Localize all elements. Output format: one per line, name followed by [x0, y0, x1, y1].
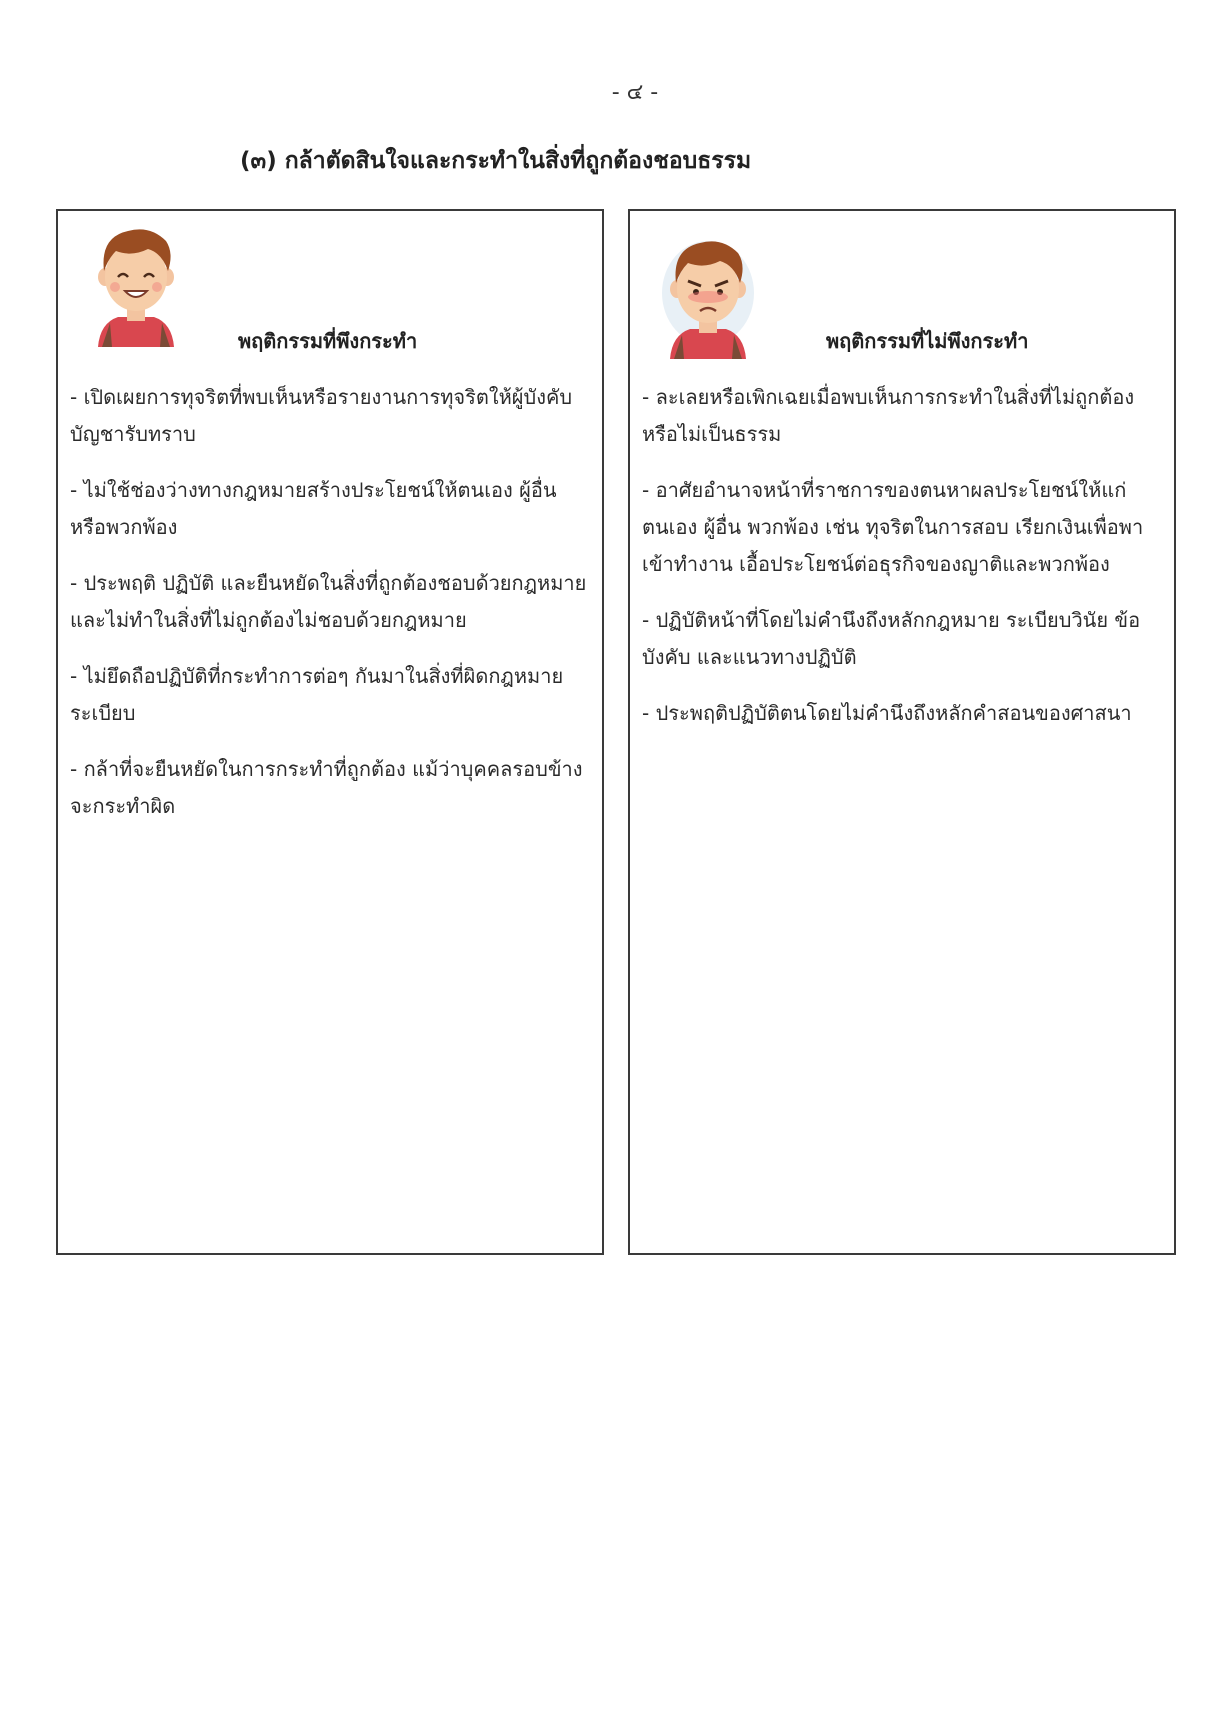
- list-item: - เปิดเผยการทุจริตที่พบเห็นหรือรายงานการทุจริตให้ผู้บังคับบัญชารับทราบ: [70, 385, 573, 446]
- list-item: - ปฏิบัติหน้าที่โดยไม่คำนึงถึงหลักกฎหมาย ระเบียบวินัย ข้อบังคับ และแนวทางปฏิบัติ: [642, 608, 1141, 669]
- list-item: - ไม่ยึดถือปฏิบัติที่กระทำการต่อๆ กันมาในสิ่งที่ผิดกฎหมายระเบียบ: [70, 664, 564, 725]
- undesirable-behaviour-heading: พฤติกรรมที่ไม่พึงกระทำ: [826, 329, 1029, 353]
- section-heading: (๓) กล้าตัดสินใจและกระทำในสิ่งที่ถูกต้องชอบธรรม: [240, 148, 752, 174]
- angry-boy-icon: [660, 231, 756, 359]
- desirable-behaviour-heading: พฤติกรรมที่พึงกระทำ: [238, 329, 418, 353]
- desirable-behaviour-list: [70, 379, 590, 844]
- list-item: - ละเลยหรือเพิกเฉยเมื่อพบเห็นการกระทำในสิ่งที่ไม่ถูกต้องหรือไม่เป็นธรรม: [642, 385, 1135, 446]
- list-item: - ประพฤติ ปฏิบัติ และยืนหยัดในสิ่งที่ถูกต้องชอบด้วยกฎหมาย และไม่ทำในสิ่งที่ไม่ถูกต้องไม่ชอบด้วยกฎหมาย: [70, 571, 587, 632]
- list-item: - อาศัยอำนาจหน้าที่ราชการของตนหาผลประโยชน์ให้แก่ตนเอง ผู้อื่น พวกพ้อง เช่น ทุจริตในการสอบ เรียกเงินเพื่อพาเข้าทำงาน เอื้อประโยชน์ต่อธุรกิจของญาติและพวกพ้อง: [642, 478, 1144, 576]
- undesirable-behaviour-panel: [628, 209, 1176, 1255]
- desirable-behaviour-panel: [56, 209, 604, 1255]
- list-item: - ประพฤติปฏิบัติตนโดยไม่คำนึงถึงหลักคำสอนของศาสนา: [642, 701, 1132, 725]
- page-number: - ๔ -: [611, 80, 659, 105]
- list-item: - ไม่ใช้ช่องว่างทางกฎหมายสร้างประโยชน์ให้ตนเอง ผู้อื่นหรือพวกพ้อง: [70, 478, 557, 539]
- list-item: - กล้าที่จะยืนหยัดในการกระทำที่ถูกต้อง แม้ว่าบุคคลรอบข้างจะกระทำผิด: [70, 757, 583, 818]
- smiling-boy-icon: [88, 219, 184, 347]
- undesirable-behaviour-list: [642, 379, 1162, 751]
